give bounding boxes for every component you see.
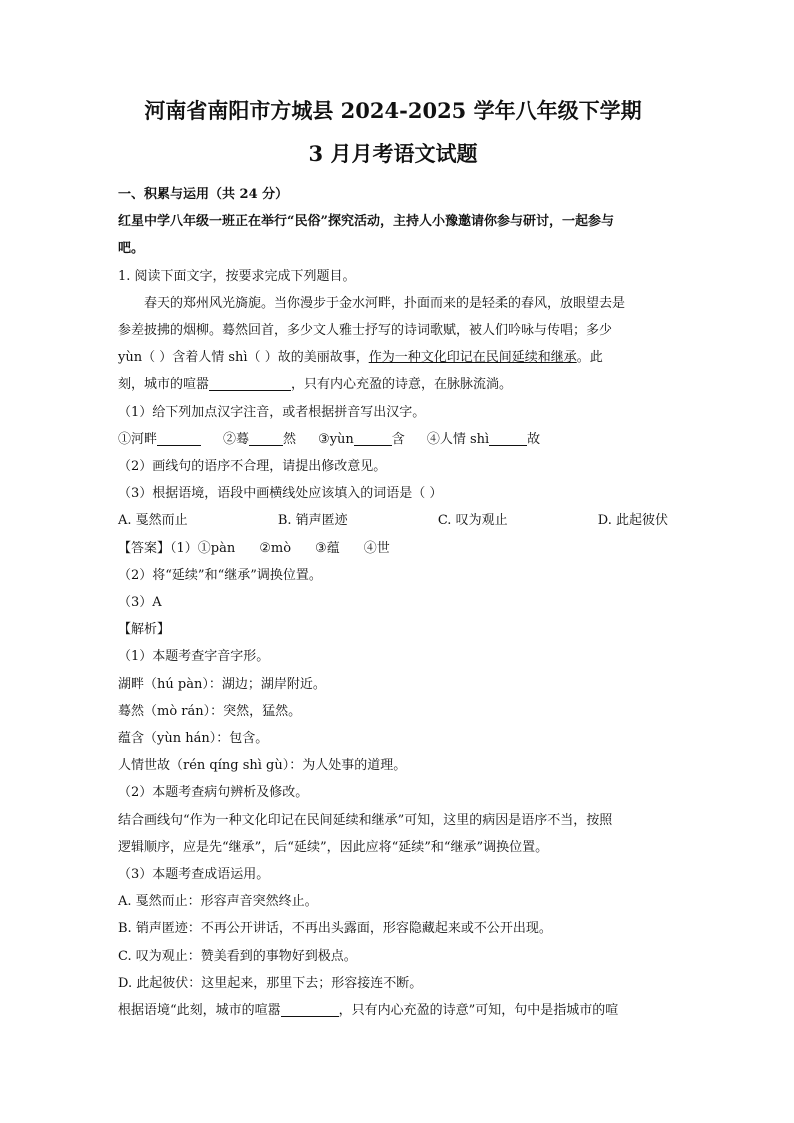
answer-item: （1）①pàn (170, 540, 236, 556)
analysis-line: 湖畔（hú pàn）：湖边；湖岸附近。 (118, 676, 326, 692)
section-intro: 红星中学八年级一班正在举行“民俗”探究活动，主持人小豫邀请你参与研讨，一起参与 (118, 214, 614, 230)
analysis-line: 人情世故（rén qíng shì gù）：为人处事的道理。 (118, 758, 407, 774)
passage-line: 参差披拂的烟柳。蓦然回首，多少文人雅士抒写的诗词歌赋，被人们吟咏与传唱；多少 (118, 323, 613, 339)
answer-blank (209, 376, 291, 391)
analysis-line (118, 997, 668, 1024)
analysis-line: C. 叹为观止：赞美看到的事物好到极点。 (118, 948, 357, 964)
answer-item: ②mò (259, 540, 292, 556)
answer-item: ④世 (363, 540, 390, 556)
fill-item: 故 (527, 431, 541, 447)
answer-blank (281, 1002, 339, 1017)
answer-line: （2）将“延续”和“继承”调换位置。 (118, 567, 322, 583)
option-d: D. 此起彼伏 (597, 513, 668, 529)
answer-item: ③蕴 (315, 540, 340, 556)
options-row (118, 507, 668, 534)
option-a: A. 戛然而止 (118, 513, 188, 529)
fill-item: ②蓦 (223, 431, 250, 447)
passage-text: ，只有内心充盈的诗意，在脉脉流淌。 (291, 377, 513, 393)
analysis-line: D. 此起彼伏：这里起来，那里下去；形容接连不断。 (118, 975, 423, 991)
fill-item: 然 (283, 431, 297, 447)
analysis-line: 蓦然（mò rán）：突然，猛然。 (118, 703, 302, 719)
sub-question: （2）画线句的语序不合理，请提出修改意见。 (118, 459, 387, 475)
analysis-line: （2）本题考查病句辨析及修改。 (118, 785, 309, 801)
answer-blank (354, 431, 392, 446)
analysis-line: （3）本题考查成语运用。 (118, 867, 270, 883)
analysis-line: 结合画线句“作为一种文化印记在民间延续和继承”可知，这里的病因是语序不当，按照 (118, 812, 613, 828)
underlined-sentence: 作为一种文化印记在民间延续和继承 (368, 350, 577, 366)
fill-item: ③yùn (318, 431, 354, 447)
fill-row (118, 426, 668, 453)
passage-text: 。此 (576, 350, 603, 366)
fill-item: 含 (391, 431, 405, 447)
analysis-line: 逻辑顺序，应是先“继承”，后“延续”，因此应将“延续”和“继承”调换位置。 (118, 839, 549, 855)
sub-question: （3）根据语境，语段中画横线处应该填入的词语是（ ） (118, 486, 443, 502)
analysis-line: A. 戛然而止：形容声音突然终止。 (118, 894, 318, 910)
passage-line (118, 371, 668, 398)
answer-blank (489, 431, 527, 446)
fill-item: ④人情 shì (426, 431, 490, 447)
fill-item: ①河畔 (118, 431, 158, 447)
page-title: 河南省南阳市方城县 2024-2025 学年八年级下学期 (144, 98, 642, 123)
passage-text: 刻，城市的喧嚣 (118, 377, 210, 393)
answer-row (118, 535, 668, 562)
answer-blank (249, 431, 283, 446)
analysis-label: 【解析】 (118, 622, 171, 638)
passage-line (118, 344, 668, 371)
page-subtitle: 3 月月考语文试题 (308, 141, 478, 166)
passage-text: yùn（ ）含着人情 shì（ ）故的美丽故事， (118, 350, 369, 366)
analysis-text: ，只有内心充盈的诗意”可知，句中是指城市的喧 (338, 1003, 619, 1019)
sub-question: （1）给下列加点汉字注音，或者根据拼音写出汉字。 (118, 404, 426, 420)
answer-label: 【答案】 (118, 540, 171, 556)
analysis-line: B. 销声匿迹：不再公开讲话，不再出头露面，形容隐藏起来或不公开出现。 (118, 921, 552, 937)
analysis-line: （1）本题考查字音字形。 (118, 649, 270, 665)
option-c: C. 叹为观止 (437, 513, 508, 529)
analysis-text: 根据语境“此刻，城市的喧嚣 (118, 1003, 281, 1019)
question-stem: 1. 阅读下面文字，按要求完成下列题目。 (118, 268, 356, 284)
section-intro-cont: 吧。 (118, 241, 145, 257)
section-heading: 一、积累与运用（共 24 分） (118, 187, 289, 202)
exam-page (118, 96, 668, 1024)
answer-blank (157, 431, 201, 446)
option-b: B. 销声匿迹 (277, 513, 348, 529)
analysis-line: 蕴含（yùn hán）：包含。 (118, 731, 269, 747)
answer-line: （3）A (118, 595, 162, 611)
passage-line: 春天的郑州风光旖旎。当你漫步于金水河畔，扑面而来的是轻柔的春风，放眼望去是 (144, 295, 626, 311)
